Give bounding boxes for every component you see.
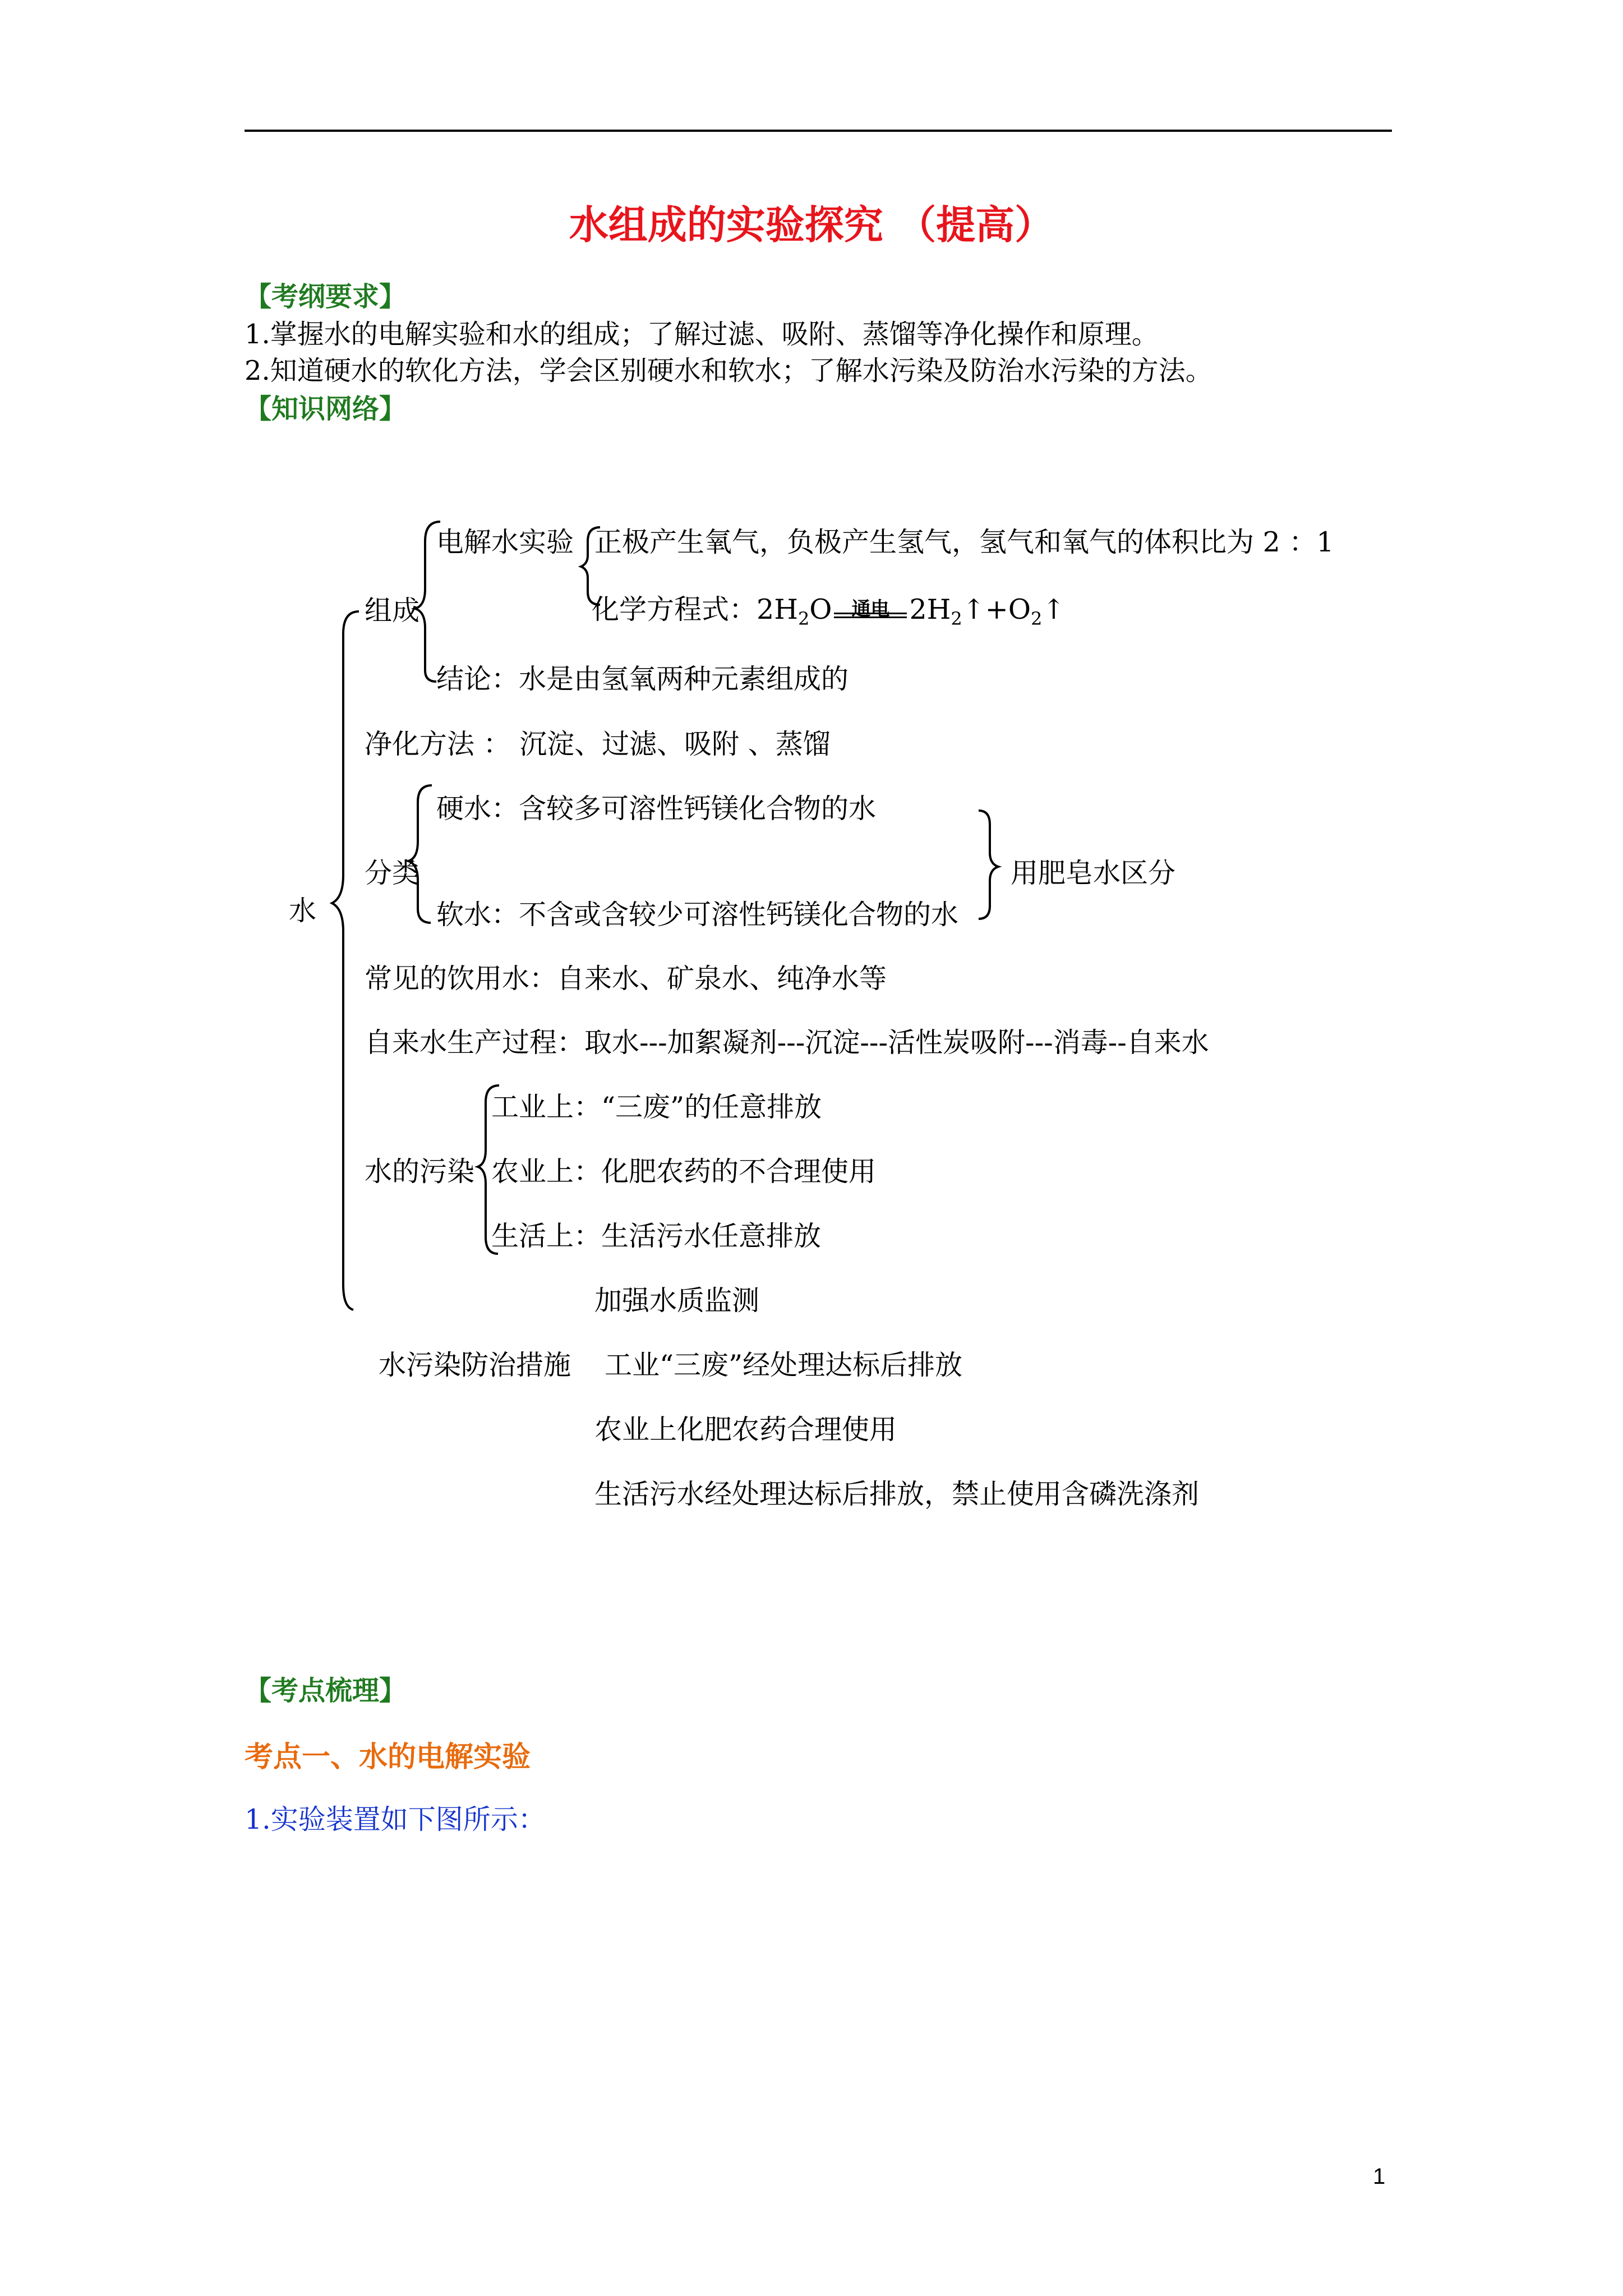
composition-conclusion: 结论：水是由氢氧两种元素组成的 — [436, 663, 849, 695]
soft-water: 软水：不含或含较少可溶性钙镁化合物的水 — [436, 899, 959, 931]
requirement-2: 2.知道硬水的软化方法，学会区别硬水和软水；了解水污染及防治水污染的方法。 — [245, 355, 1212, 386]
drinking-water: 常见的饮用水：自来水、矿泉水、纯净水等 — [365, 963, 887, 995]
composition-label: 组成 — [365, 595, 420, 627]
equation-right-end: ↑ — [1042, 593, 1066, 625]
reaction-condition — [834, 597, 907, 629]
hard-water: 硬水：含较多可溶性钙镁化合物的水 — [436, 793, 877, 825]
pollution-life: 生活上：生活污水任意排放 — [491, 1220, 822, 1252]
network-root: 水 — [289, 895, 317, 927]
page-number: 1 — [1373, 2164, 1386, 2189]
equation-right-1-sub: 2 — [951, 608, 962, 629]
points-heading: 【考点梳理】 — [245, 1675, 407, 1706]
pollution-agriculture: 农业上：化肥农药的不合理使用 — [491, 1156, 877, 1188]
pollution-label: 水的污染 — [365, 1156, 475, 1188]
purification-methods: 净化方法 ： 沉淀、过滤、吸附 、蒸馏 — [365, 728, 831, 760]
equation-left-end: O — [809, 593, 832, 625]
distinguish-method: 用肥皂水区分 — [1011, 857, 1176, 889]
equation-right-1: 2H — [909, 593, 951, 625]
prevention-item-1: 加强水质监测 — [594, 1285, 760, 1317]
pollution-industry: 工业上：“三废”的任意排放 — [491, 1091, 822, 1123]
prevention-item-4: 生活污水经处理达标后排放，禁止使用含磷洗涤剂 — [594, 1478, 1200, 1510]
classification-label: 分类 — [365, 857, 420, 889]
prevention-label: 水污染防治措施 — [379, 1349, 571, 1381]
equation-left-sub: 2 — [797, 608, 810, 629]
network-heading: 【知识网络】 — [245, 393, 407, 425]
tap-water-process: 自来水生产过程：取水---加絮凝剂---沉淀---活性炭吸附---消毒--自来水 — [365, 1027, 1209, 1059]
point-one-item-1: 1.实验装置如下图所示： — [245, 1803, 546, 1835]
equation-right-mid: ↑+O — [962, 593, 1031, 625]
point-one-heading: 考点一、水的电解实验 — [245, 1740, 531, 1774]
equation-left: 2H — [757, 593, 798, 625]
electrolysis-label: 电解水实验 — [436, 526, 574, 558]
page-title: 水组成的实验探究 （提高） — [569, 201, 1054, 248]
electrolysis-result: 正极产生氧气，负极产生氢气，氢气和氧气的体积比为 2 ：1 — [594, 526, 1334, 558]
condition-label: 通电 — [851, 597, 890, 620]
requirement-1: 1.掌握水的电解实验和水的组成；了解过滤、吸附、蒸馏等净化操作和原理。 — [245, 319, 1159, 350]
prevention-item-3: 农业上化肥农药合理使用 — [594, 1414, 897, 1446]
requirements-heading: 【考纲要求】 — [245, 281, 407, 312]
prevention-item-2: 工业“三废”经处理达标后排放 — [605, 1349, 963, 1381]
chemical-equation — [592, 588, 1065, 629]
equation-right-2-sub: 2 — [1031, 608, 1043, 629]
equation-label: 化学方程式： — [592, 593, 757, 625]
